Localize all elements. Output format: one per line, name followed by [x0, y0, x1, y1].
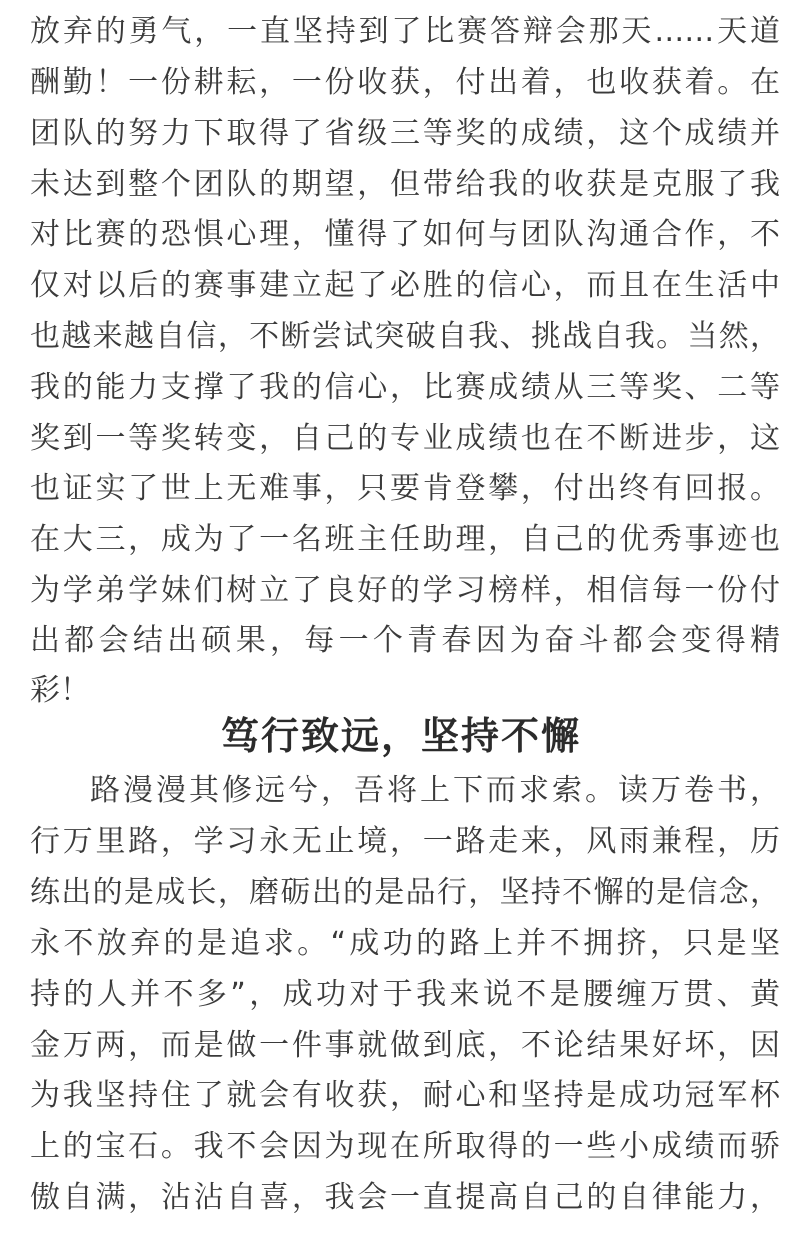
text-line: 放弃的勇气，一直坚持到了比赛答辩会那天……天道 — [30, 14, 780, 49]
text-line: 彩！ — [30, 673, 90, 708]
text-line: 行万里路，学习永无止境，一路走来，风雨兼程，历 — [30, 824, 780, 859]
text-line: 为学弟学妹们树立了良好的学习榜样，相信每一份付 — [30, 573, 780, 608]
text-line: 我的能力支撑了我的信心，比赛成绩从三等奖、二等 — [30, 370, 780, 405]
text-line: 团队的努力下取得了省级三等奖的成绩，这个成绩并 — [30, 116, 780, 151]
text-line: 奖到一等奖转变，自己的专业成绩也在不断进步，这 — [30, 421, 780, 456]
text-line: 永不放弃的是追求。“成功的路上并不拥挤，只是坚 — [30, 926, 780, 961]
text-line: 出都会结出硕果，每一个青春因为奋斗都会变得精 — [30, 623, 780, 658]
text-line: 未达到整个团队的期望，但带给我的收获是克服了我 — [30, 167, 780, 202]
text-line: 上的宝石。我不会因为现在所取得的一些小成绩而骄 — [30, 1129, 780, 1164]
text-line: 练出的是成长，磨砺出的是品行，坚持不懈的是信念， — [30, 875, 780, 910]
text-line: 仅对以后的赛事建立起了必胜的信心，而且在生活中 — [30, 268, 780, 303]
text-line: 为我坚持住了就会有收获，耐心和坚持是成功冠军杯 — [30, 1078, 780, 1113]
text-line: 也证实了世上无难事，只要肯登攀，付出终有回报。 — [30, 471, 780, 506]
text-line: 酬勤！一份耕耘，一份收获，付出着，也收获着。在 — [30, 65, 780, 100]
text-line: 傲自满，沾沾自喜，我会一直提高自己的自律能力， — [30, 1180, 780, 1215]
text-line: 在大三，成为了一名班主任助理，自己的优秀事迹也 — [30, 522, 780, 557]
text-line: 也越来越自信，不断尝试突破自我、挑战自我。当然， — [30, 319, 780, 354]
text-line: 对比赛的恐惧心理，懂得了如何与团队沟通合作，不 — [30, 217, 780, 252]
text-line: 路漫漫其修远兮，吾将上下而求索。读万卷书， — [90, 773, 780, 808]
text-line: 金万两，而是做一件事就做到底，不论结果好坏，因 — [30, 1028, 780, 1063]
text-line: 持的人并不多”，成功对于我来说不是腰缠万贯、黄 — [30, 977, 780, 1012]
section-heading: 笃行致远，坚持不懈 — [220, 714, 581, 758]
